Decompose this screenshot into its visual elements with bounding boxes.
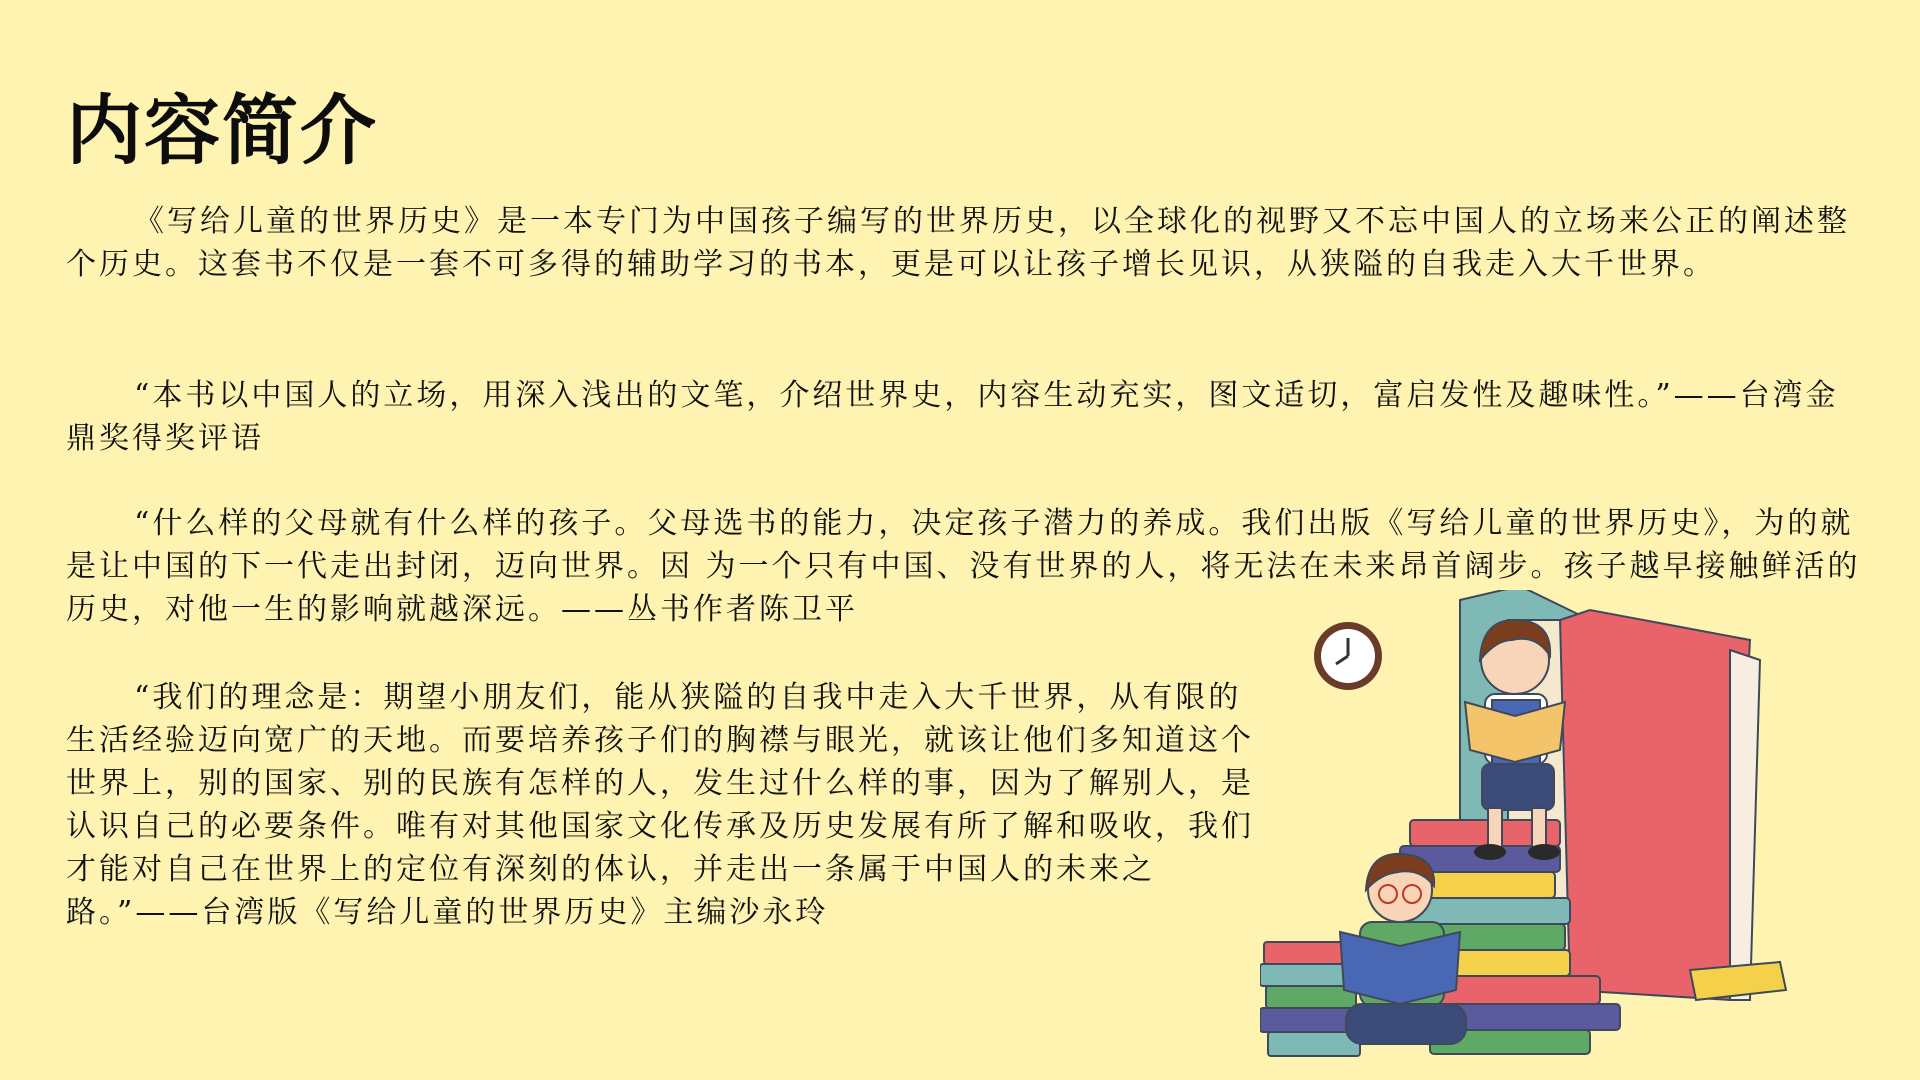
award-quote-paragraph: “本书以中国人的立场，用深入浅出的文笔，介绍世界史，内容生动充实，图文适切，富启发性及趣味性。”——台湾金鼎奖得奖评语 bbox=[66, 378, 1839, 456]
tall-red-book bbox=[1560, 610, 1760, 1000]
author-quote-paragraph: “什么样的父母就有什么样的孩子。父母选书的能力，决定孩子潜力的养成。我们出版《写给儿童的世界历史》，为的就是让中国的下一代走出封闭，迈向世界。因 为一个只有中国、没有世界的人，将无法在未来昂首阔步。孩子越早接触鲜活的历史，对他一生的影响就越深远。——丛书作者陈卫平 bbox=[66, 506, 1861, 627]
clock-icon bbox=[1314, 622, 1382, 690]
page-title: 内容简介 bbox=[66, 86, 378, 175]
intro-paragraph: 《写给儿童的世界历史》是一本专门为中国孩子编写的世界历史，以全球化的视野又不忘中国人的立场来公正的阐述整个历史。这套书不仅是一套不可多得的辅助学习的书本，更是可以让孩子增长见识，从狭隘的自我走入大千世界。 bbox=[66, 204, 1850, 282]
editor-quote-paragraph: “我们的理念是：期望小朋友们，能从狭隘的自我中走入大千世界，从有限的生活经验迈向宽广的天地。而要培养孩子们的胸襟与眼光，就该让他们多知道这个世界上，别的国家、别的民族有怎样的人，发生过什么样的事，因为了解别人，是认识自己的必要条件。唯有对其他国家文化传承及历史发展有所了解和吸收，我们才能对自己在世界上的定位有深刻的体认，并走出一条属于中国人的未来之路。”——台湾版《写给儿童的世界历史》主编沙永玲 bbox=[66, 680, 1254, 930]
reading-children-illustration bbox=[1260, 590, 1860, 1060]
